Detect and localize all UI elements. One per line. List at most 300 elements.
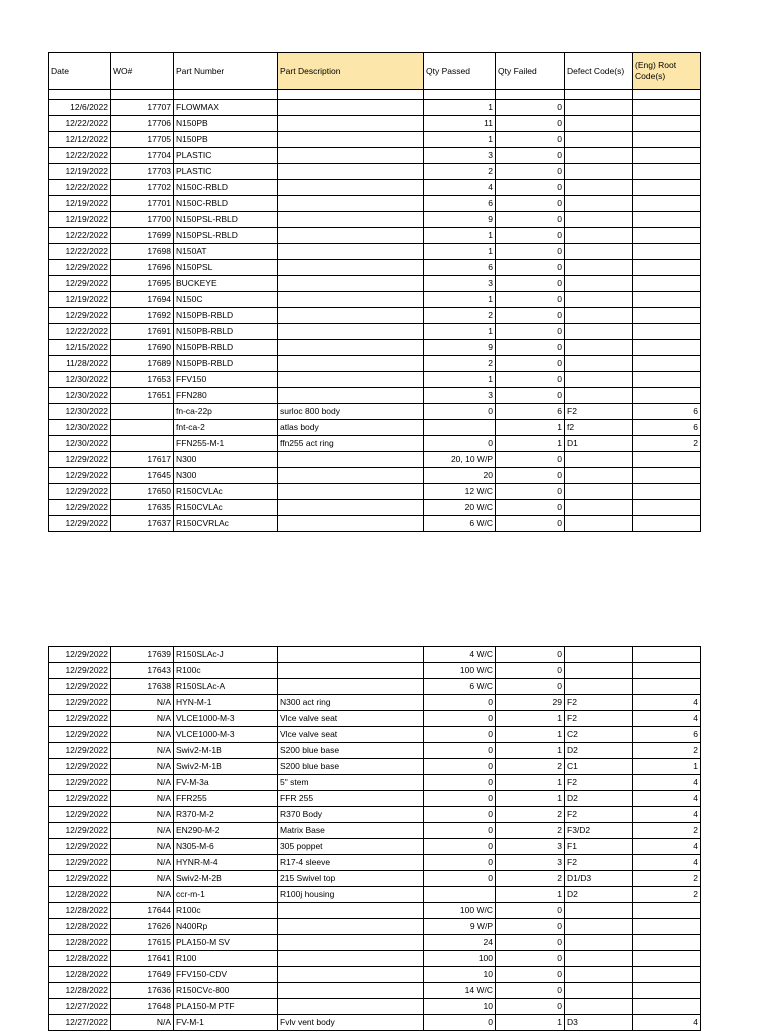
cell-qty-failed: 0 <box>496 951 565 967</box>
cell-part-description: Vlce valve seat <box>278 711 424 727</box>
cell-qty-failed: 0 <box>496 919 565 935</box>
cell-root-codes: 4 <box>633 807 701 823</box>
cell-defect-codes: C2 <box>565 727 633 743</box>
cell-root-codes <box>633 679 701 695</box>
cell-qty-failed: 0 <box>496 196 565 212</box>
cell-qty-failed: 1 <box>496 1015 565 1031</box>
cell-qty-failed: 0 <box>496 132 565 148</box>
cell-date: 12/29/2022 <box>49 823 111 839</box>
cell-date: 12/29/2022 <box>49 743 111 759</box>
cell-part-number: Swiv2-M-1B <box>174 759 278 775</box>
cell-part-description <box>278 500 424 516</box>
cell-defect-codes <box>565 148 633 164</box>
table-row <box>49 871 701 887</box>
cell-qty-failed: 0 <box>496 164 565 180</box>
cell-qty-passed: 6 <box>424 196 496 212</box>
cell-qty-passed: 2 <box>424 164 496 180</box>
cell-date: 12/22/2022 <box>49 180 111 196</box>
cell-part-description <box>278 663 424 679</box>
cell-qty-failed: 0 <box>496 983 565 999</box>
cell-part-description <box>278 452 424 468</box>
cell-defect-codes <box>565 228 633 244</box>
cell-date: 12/6/2022 <box>49 100 111 116</box>
cell-part-description <box>278 356 424 372</box>
cell-part-description: 305 poppet <box>278 839 424 855</box>
table-row <box>49 260 701 276</box>
table-row <box>49 420 701 436</box>
cell-defect-codes: D3 <box>565 1015 633 1031</box>
cell-qty-failed: 3 <box>496 855 565 871</box>
cell-root-codes <box>633 212 701 228</box>
cell-root-codes <box>633 983 701 999</box>
table-row <box>49 727 701 743</box>
table-row <box>49 983 701 999</box>
cell-qty-failed: 0 <box>496 340 565 356</box>
cell-date: 12/30/2022 <box>49 436 111 452</box>
cell-root-codes <box>633 468 701 484</box>
table-row <box>49 292 701 308</box>
table-row <box>49 244 701 260</box>
cell-root-codes <box>633 663 701 679</box>
table-row <box>49 679 701 695</box>
cell-root-codes: 4 <box>633 695 701 711</box>
cell-part-number: HYN-M-1 <box>174 695 278 711</box>
cell-date: 12/27/2022 <box>49 999 111 1015</box>
cell-root-codes <box>633 244 701 260</box>
cell-part-description <box>278 116 424 132</box>
cell-part-number: N300 <box>174 452 278 468</box>
cell-date: 12/19/2022 <box>49 196 111 212</box>
cell-qty-passed <box>424 887 496 903</box>
cell-date: 12/19/2022 <box>49 164 111 180</box>
cell-defect-codes <box>565 212 633 228</box>
cell-part-number: R150SLAc-J <box>174 647 278 663</box>
cell-part-number: N150PB <box>174 132 278 148</box>
cell-part-number: R150CVLAc <box>174 500 278 516</box>
cell-wo: 17694 <box>111 292 174 308</box>
cell-wo: 17695 <box>111 276 174 292</box>
table-row <box>49 743 701 759</box>
cell-qty-passed: 11 <box>424 116 496 132</box>
table-row <box>49 468 701 484</box>
table-row <box>49 372 701 388</box>
cell-defect-codes <box>565 244 633 260</box>
cell-date: 12/22/2022 <box>49 244 111 260</box>
table-row <box>49 308 701 324</box>
cell-part-number: FFV150-CDV <box>174 967 278 983</box>
cell-date: 12/29/2022 <box>49 807 111 823</box>
cell-date: 12/29/2022 <box>49 516 111 532</box>
cell-part-description: Vlce valve seat <box>278 727 424 743</box>
header-part-description: Part Description <box>278 53 424 90</box>
table-row <box>49 388 701 404</box>
cell-date: 12/29/2022 <box>49 759 111 775</box>
cell-part-description: FFR 255 <box>278 791 424 807</box>
cell-root-codes <box>633 324 701 340</box>
cell-defect-codes: F2 <box>565 404 633 420</box>
cell-part-number: N150PB <box>174 116 278 132</box>
cell-wo: N/A <box>111 711 174 727</box>
cell-date: 12/28/2022 <box>49 967 111 983</box>
cell-qty-passed: 0 <box>424 1015 496 1031</box>
header-qty-passed: Qty Passed <box>424 53 496 90</box>
table-row <box>49 695 701 711</box>
cell-defect-codes <box>565 935 633 951</box>
cell-wo: 17649 <box>111 967 174 983</box>
cell-qty-passed: 3 <box>424 276 496 292</box>
cell-date: 12/29/2022 <box>49 308 111 324</box>
cell-part-number: PLASTIC <box>174 148 278 164</box>
cell-part-number: R150CVRLAc <box>174 516 278 532</box>
cell-root-codes <box>633 484 701 500</box>
cell-date: 12/19/2022 <box>49 212 111 228</box>
cell-date: 12/29/2022 <box>49 855 111 871</box>
cell-date: 12/29/2022 <box>49 500 111 516</box>
cell-root-codes: 4 <box>633 855 701 871</box>
cell-qty-passed: 3 <box>424 148 496 164</box>
cell-root-codes <box>633 164 701 180</box>
cell-qty-passed: 4 <box>424 180 496 196</box>
cell-qty-passed: 6 W/C <box>424 516 496 532</box>
cell-part-description <box>278 967 424 983</box>
cell-qty-passed: 1 <box>424 324 496 340</box>
cell-part-description <box>278 951 424 967</box>
cell-wo: 17699 <box>111 228 174 244</box>
table-row <box>49 180 701 196</box>
cell-part-number: N400Rp <box>174 919 278 935</box>
cell-defect-codes: C1 <box>565 759 633 775</box>
cell-part-number: R100c <box>174 903 278 919</box>
table-row <box>49 903 701 919</box>
cell-part-description <box>278 292 424 308</box>
cell-qty-passed: 100 W/C <box>424 903 496 919</box>
cell-root-codes: 2 <box>633 743 701 759</box>
cell-wo: N/A <box>111 855 174 871</box>
cell-part-description <box>278 516 424 532</box>
cell-date: 12/29/2022 <box>49 452 111 468</box>
cell-date: 12/22/2022 <box>49 324 111 340</box>
table-row <box>49 711 701 727</box>
cell-root-codes <box>633 356 701 372</box>
cell-date: 12/29/2022 <box>49 871 111 887</box>
cell-wo: 17644 <box>111 903 174 919</box>
cell-part-description <box>278 903 424 919</box>
cell-part-number: R100c <box>174 663 278 679</box>
cell-root-codes <box>633 967 701 983</box>
cell-qty-passed: 20 <box>424 468 496 484</box>
cell-qty-passed: 0 <box>424 807 496 823</box>
cell-root-codes <box>633 148 701 164</box>
cell-defect-codes: D2 <box>565 887 633 903</box>
table-row <box>49 855 701 871</box>
table-row <box>49 759 701 775</box>
cell-defect-codes <box>565 951 633 967</box>
cell-part-number: N150PB-RBLD <box>174 324 278 340</box>
cell-part-number: N150PSL-RBLD <box>174 212 278 228</box>
cell-part-description <box>278 244 424 260</box>
cell-root-codes <box>633 647 701 663</box>
cell-qty-failed: 2 <box>496 871 565 887</box>
cell-date: 12/29/2022 <box>49 468 111 484</box>
cell-qty-failed: 0 <box>496 324 565 340</box>
cell-qty-passed: 0 <box>424 404 496 420</box>
table-row <box>49 116 701 132</box>
cell-qty-failed: 2 <box>496 807 565 823</box>
cell-date: 12/29/2022 <box>49 775 111 791</box>
cell-wo: 17701 <box>111 196 174 212</box>
cell-root-codes <box>633 903 701 919</box>
cell-qty-passed: 1 <box>424 244 496 260</box>
cell-part-number: N150PSL-RBLD <box>174 228 278 244</box>
cell-defect-codes <box>565 919 633 935</box>
cell-qty-passed: 0 <box>424 743 496 759</box>
cell-part-number: fnt-ca-2 <box>174 420 278 436</box>
cell-qty-failed: 0 <box>496 999 565 1015</box>
cell-root-codes: 4 <box>633 1015 701 1031</box>
cell-qty-passed: 2 <box>424 308 496 324</box>
cell-qty-failed: 0 <box>496 647 565 663</box>
cell-root-codes: 1 <box>633 759 701 775</box>
header-row <box>49 53 701 90</box>
cell-part-description: S200 blue base <box>278 743 424 759</box>
cell-qty-passed <box>424 420 496 436</box>
table-row <box>49 276 701 292</box>
cell-wo: N/A <box>111 1015 174 1031</box>
cell-date: 12/29/2022 <box>49 484 111 500</box>
cell-wo: N/A <box>111 887 174 903</box>
cell-qty-failed: 0 <box>496 148 565 164</box>
cell-part-number: N150C-RBLD <box>174 180 278 196</box>
cell-date: 12/12/2022 <box>49 132 111 148</box>
cell-part-description: R370 Body <box>278 807 424 823</box>
cell-date: 12/28/2022 <box>49 887 111 903</box>
cell-root-codes <box>633 452 701 468</box>
cell-root-codes <box>633 116 701 132</box>
cell-defect-codes <box>565 260 633 276</box>
cell-date: 12/29/2022 <box>49 727 111 743</box>
cell-date: 12/29/2022 <box>49 839 111 855</box>
cell-defect-codes: D2 <box>565 743 633 759</box>
cell-wo: N/A <box>111 695 174 711</box>
cell-qty-passed: 1 <box>424 132 496 148</box>
cell-wo: 17698 <box>111 244 174 260</box>
cell-wo: 17636 <box>111 983 174 999</box>
cell-qty-passed: 0 <box>424 855 496 871</box>
cell-qty-failed: 6 <box>496 404 565 420</box>
cell-qty-passed: 0 <box>424 436 496 452</box>
cell-wo <box>111 420 174 436</box>
cell-defect-codes <box>565 983 633 999</box>
cell-defect-codes <box>565 647 633 663</box>
cell-qty-failed: 1 <box>496 727 565 743</box>
table-row <box>49 100 701 116</box>
cell-wo: 17689 <box>111 356 174 372</box>
cell-qty-failed: 0 <box>496 276 565 292</box>
cell-wo: 17639 <box>111 647 174 663</box>
cell-date: 12/29/2022 <box>49 791 111 807</box>
cell-part-number: ccr-m-1 <box>174 887 278 903</box>
cell-defect-codes <box>565 372 633 388</box>
cell-part-description <box>278 260 424 276</box>
cell-defect-codes <box>565 500 633 516</box>
cell-part-number: Swiv2-M-1B <box>174 743 278 759</box>
cell-qty-failed: 0 <box>496 500 565 516</box>
cell-defect-codes <box>565 196 633 212</box>
table-row <box>49 967 701 983</box>
table-row <box>49 404 701 420</box>
cell-part-description <box>278 999 424 1015</box>
header-part-number: Part Number <box>174 53 278 90</box>
cell-part-description: 215 Swivel top <box>278 871 424 887</box>
cell-defect-codes: D1 <box>565 436 633 452</box>
cell-date: 12/30/2022 <box>49 404 111 420</box>
cell-qty-failed: 0 <box>496 212 565 228</box>
cell-qty-passed: 9 <box>424 212 496 228</box>
header-qty-failed: Qty Failed <box>496 53 565 90</box>
cell-qty-failed: 1 <box>496 711 565 727</box>
table-row <box>49 196 701 212</box>
cell-part-description <box>278 196 424 212</box>
cell-wo: 17690 <box>111 340 174 356</box>
table-row <box>49 436 701 452</box>
cell-part-description: ffn255 act ring <box>278 436 424 452</box>
cell-part-number: R150CVLAc <box>174 484 278 500</box>
cell-part-number: fn-ca-22p <box>174 404 278 420</box>
cell-date: 12/28/2022 <box>49 919 111 935</box>
cell-qty-failed: 0 <box>496 100 565 116</box>
cell-part-number: R150SLAc-A <box>174 679 278 695</box>
cell-part-description: 5" stem <box>278 775 424 791</box>
cell-defect-codes <box>565 967 633 983</box>
cell-defect-codes <box>565 679 633 695</box>
cell-qty-passed: 1 <box>424 100 496 116</box>
table-row <box>49 212 701 228</box>
cell-part-number: FFV150 <box>174 372 278 388</box>
inspection-table-bottom <box>48 646 701 1031</box>
cell-date: 12/22/2022 <box>49 228 111 244</box>
cell-defect-codes: F2 <box>565 695 633 711</box>
cell-date: 12/28/2022 <box>49 935 111 951</box>
cell-wo: N/A <box>111 743 174 759</box>
cell-part-description: R17-4 sleeve <box>278 855 424 871</box>
cell-qty-failed: 0 <box>496 967 565 983</box>
cell-wo: 17700 <box>111 212 174 228</box>
cell-root-codes: 6 <box>633 420 701 436</box>
cell-wo <box>111 436 174 452</box>
cell-qty-failed: 2 <box>496 759 565 775</box>
cell-qty-passed: 0 <box>424 727 496 743</box>
cell-defect-codes <box>565 452 633 468</box>
cell-date: 12/15/2022 <box>49 340 111 356</box>
table-row <box>49 324 701 340</box>
table-row <box>49 484 701 500</box>
table-row <box>49 839 701 855</box>
cell-qty-failed: 0 <box>496 356 565 372</box>
cell-part-number: FFN255-M-1 <box>174 436 278 452</box>
blank-row <box>49 90 701 100</box>
cell-defect-codes <box>565 180 633 196</box>
cell-part-description <box>278 983 424 999</box>
cell-qty-failed: 0 <box>496 260 565 276</box>
cell-defect-codes <box>565 999 633 1015</box>
cell-root-codes: 2 <box>633 823 701 839</box>
cell-wo: 17696 <box>111 260 174 276</box>
cell-part-description <box>278 212 424 228</box>
cell-part-description: Fvlv vent body <box>278 1015 424 1031</box>
cell-wo: 17635 <box>111 500 174 516</box>
cell-root-codes: 4 <box>633 711 701 727</box>
cell-part-description <box>278 148 424 164</box>
cell-date: 12/30/2022 <box>49 420 111 436</box>
cell-wo: 17691 <box>111 324 174 340</box>
table-row <box>49 1015 701 1031</box>
cell-wo: N/A <box>111 727 174 743</box>
cell-qty-failed: 0 <box>496 663 565 679</box>
cell-qty-passed: 1 <box>424 228 496 244</box>
cell-wo: 17626 <box>111 919 174 935</box>
cell-wo: 17692 <box>111 308 174 324</box>
header-defect-codes: Defect Code(s) <box>565 53 633 90</box>
cell-wo: 17650 <box>111 484 174 500</box>
cell-part-description <box>278 679 424 695</box>
cell-root-codes <box>633 388 701 404</box>
cell-defect-codes <box>565 276 633 292</box>
cell-qty-failed: 1 <box>496 775 565 791</box>
cell-date: 12/22/2022 <box>49 148 111 164</box>
cell-defect-codes: D2 <box>565 791 633 807</box>
cell-root-codes <box>633 340 701 356</box>
cell-part-description <box>278 228 424 244</box>
cell-part-description: N300 act ring <box>278 695 424 711</box>
header-date: Date <box>49 53 111 90</box>
cell-qty-failed: 29 <box>496 695 565 711</box>
cell-part-number: VLCE1000-M-3 <box>174 727 278 743</box>
cell-part-number: FFR255 <box>174 791 278 807</box>
cell-wo: 17707 <box>111 100 174 116</box>
cell-qty-failed: 0 <box>496 679 565 695</box>
cell-wo: 17643 <box>111 663 174 679</box>
cell-part-number: Swiv2-M-2B <box>174 871 278 887</box>
cell-defect-codes: F2 <box>565 711 633 727</box>
cell-root-codes <box>633 276 701 292</box>
cell-wo: 17645 <box>111 468 174 484</box>
cell-qty-failed: 0 <box>496 228 565 244</box>
cell-part-number: N305-M-6 <box>174 839 278 855</box>
header-root-codes: (Eng) Root Code(s) <box>633 53 701 90</box>
cell-root-codes: 2 <box>633 436 701 452</box>
cell-part-number: N150PB-RBLD <box>174 340 278 356</box>
cell-qty-passed: 1 <box>424 372 496 388</box>
cell-root-codes <box>633 292 701 308</box>
cell-qty-failed: 1 <box>496 743 565 759</box>
cell-root-codes <box>633 935 701 951</box>
cell-qty-passed: 20, 10 W/P <box>424 452 496 468</box>
cell-qty-failed: 1 <box>496 791 565 807</box>
cell-part-description: R100j housing <box>278 887 424 903</box>
cell-date: 12/29/2022 <box>49 647 111 663</box>
cell-qty-failed: 2 <box>496 823 565 839</box>
cell-part-number: R370-M-2 <box>174 807 278 823</box>
cell-qty-failed: 1 <box>496 436 565 452</box>
cell-defect-codes: F2 <box>565 775 633 791</box>
cell-date: 12/30/2022 <box>49 388 111 404</box>
cell-defect-codes <box>565 388 633 404</box>
cell-qty-failed: 0 <box>496 935 565 951</box>
cell-defect-codes <box>565 100 633 116</box>
cell-qty-passed: 12 W/C <box>424 484 496 500</box>
cell-part-description: atlas body <box>278 420 424 436</box>
cell-qty-failed: 0 <box>496 452 565 468</box>
